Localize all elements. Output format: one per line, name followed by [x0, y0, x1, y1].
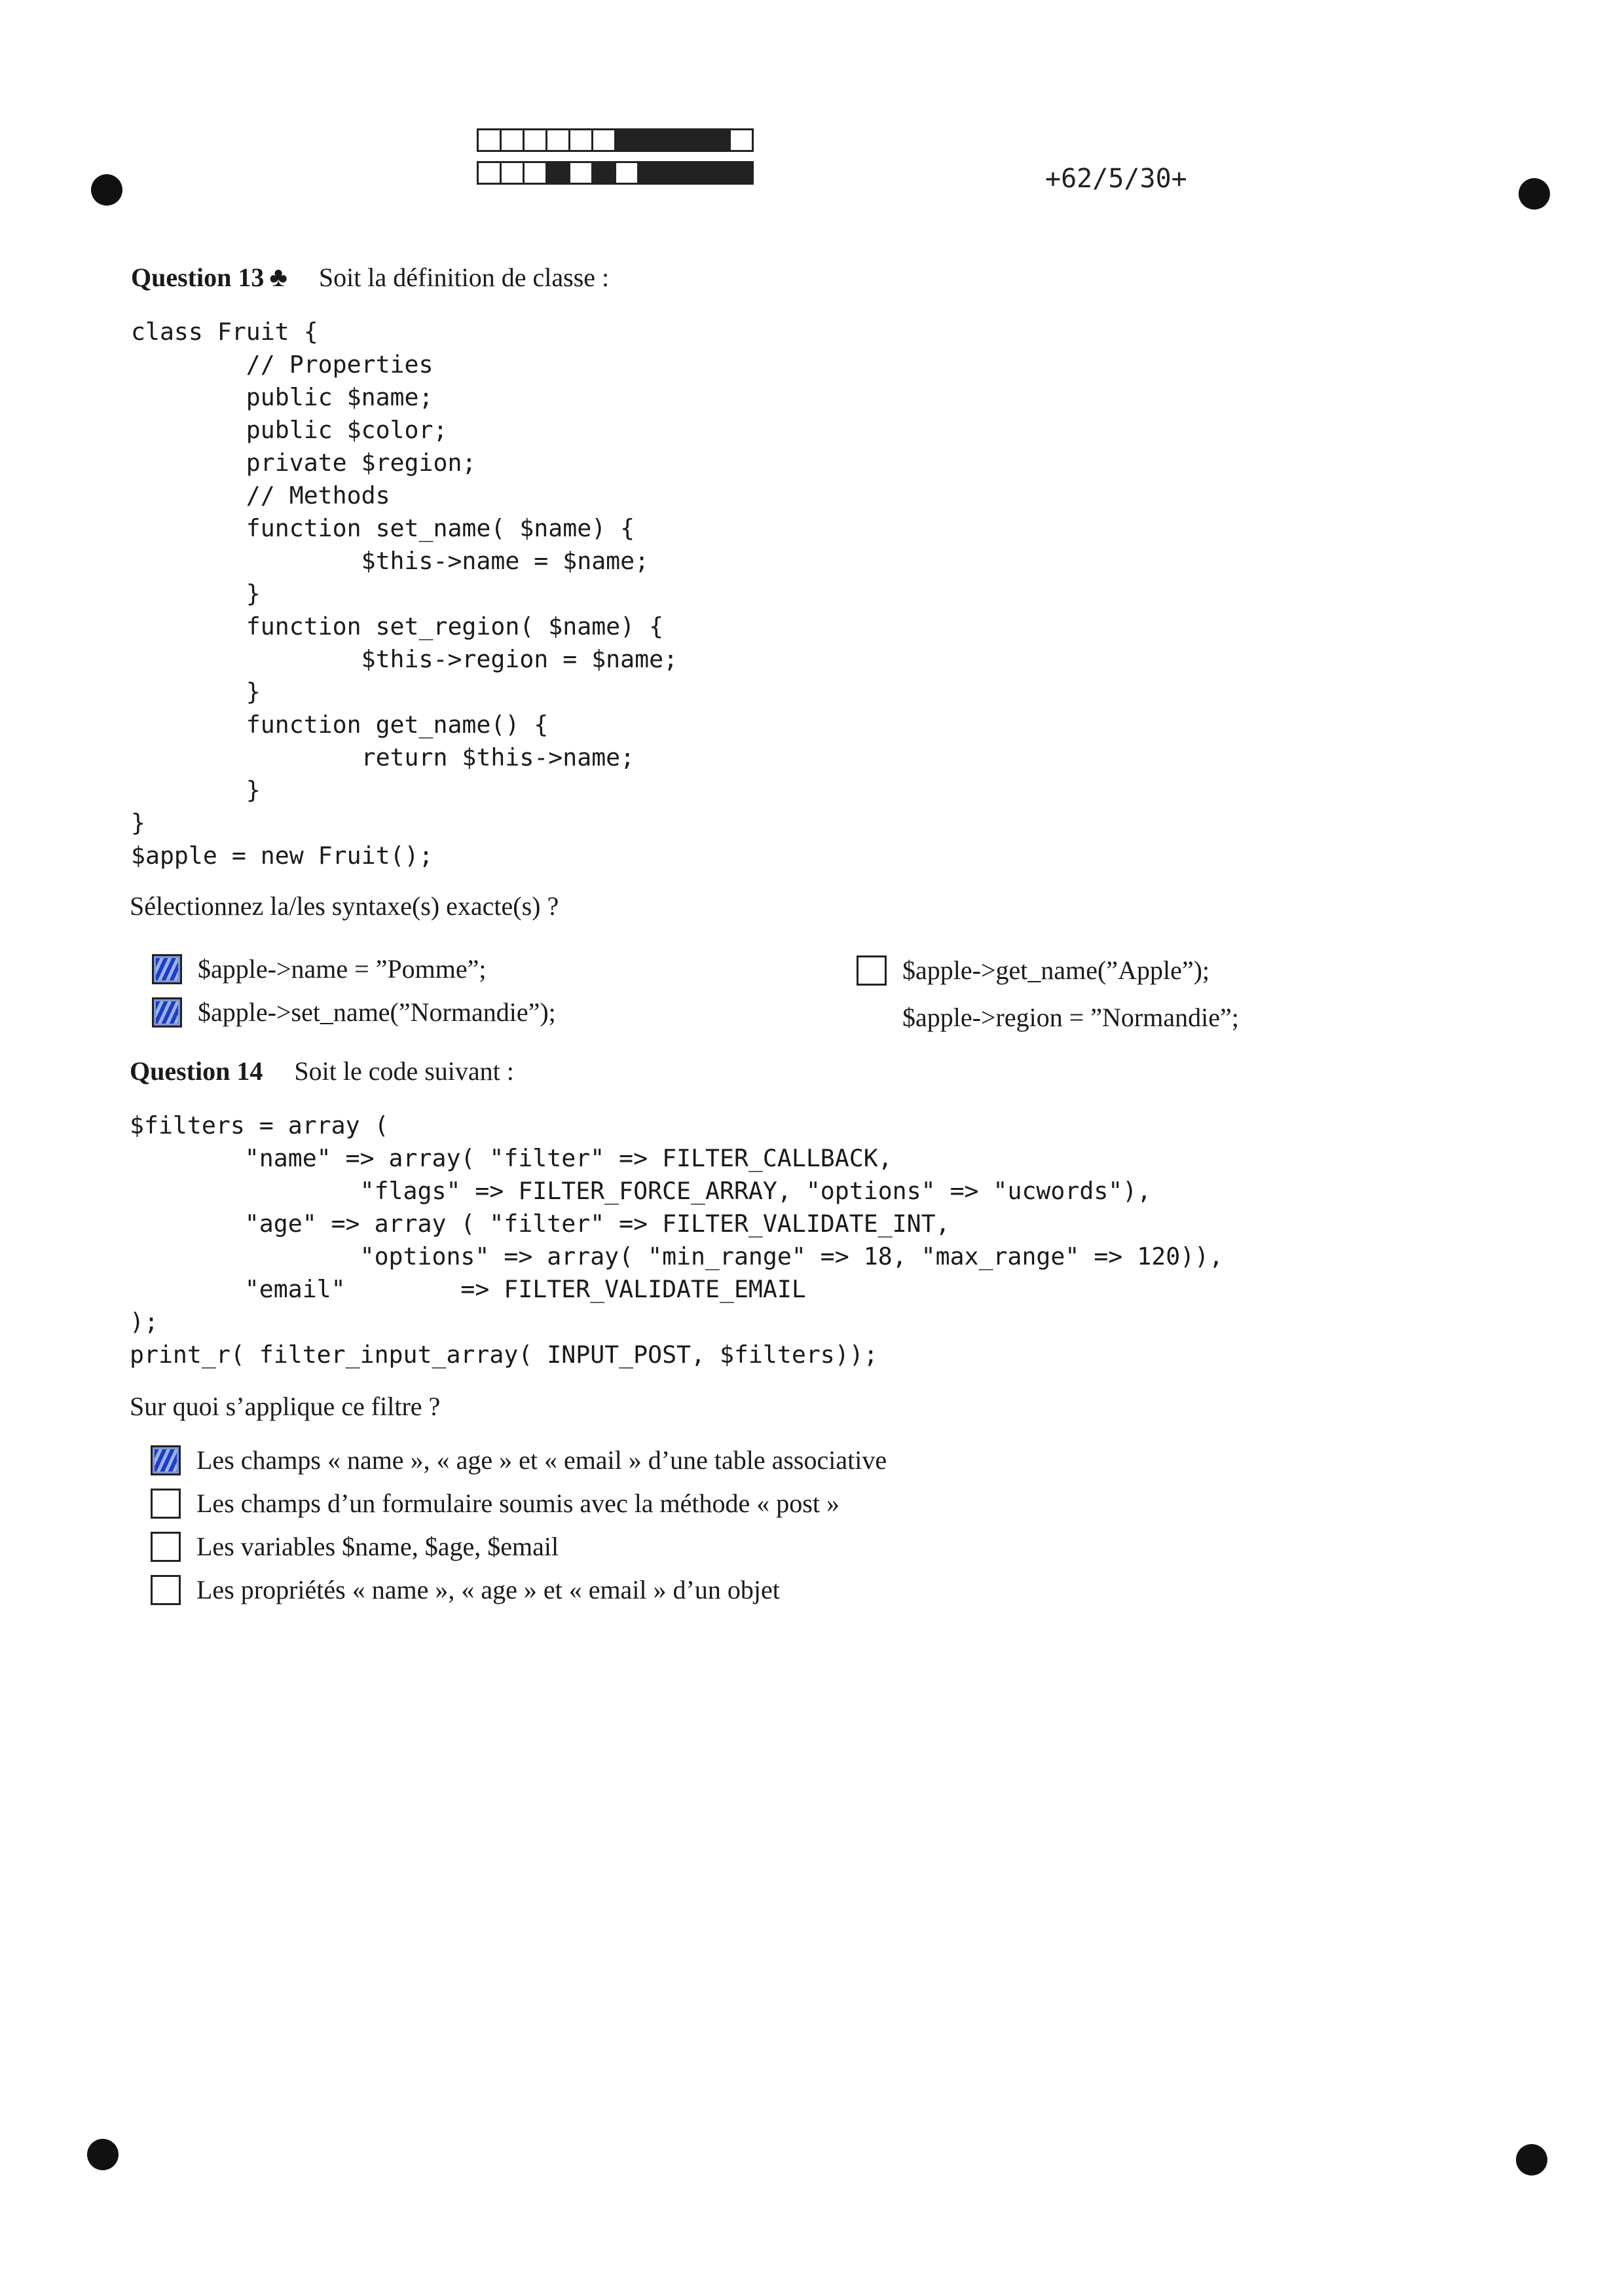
question-13-header	[131, 262, 609, 293]
q13-answer-4-text: $apple->region = ”Normandie”;	[902, 1003, 1239, 1032]
question-14-label: Question 14	[130, 1056, 263, 1086]
q13-answer-2-checkbox[interactable]	[152, 997, 182, 1028]
q14-answer-2-checkbox[interactable]	[151, 1489, 181, 1519]
registration-mark-top-right	[1519, 178, 1550, 210]
q14-answer-1[interactable]	[151, 1445, 887, 1475]
q13-answer-3-text: $apple->get_name(”Apple”);	[902, 955, 1210, 985]
page-id: +62/5/30+	[1045, 164, 1187, 194]
barcode-cell	[637, 128, 662, 152]
question-13-prompt: Soit la définition de classe :	[318, 263, 610, 292]
registration-mark-top-left	[91, 174, 122, 206]
q14-answer-4-checkbox[interactable]	[151, 1575, 181, 1605]
registration-mark-bottom-right	[1516, 2144, 1547, 2176]
barcode-cell	[729, 161, 754, 185]
q14-answer-3[interactable]	[151, 1531, 559, 1562]
barcode-cell	[545, 161, 570, 185]
q13-answer-1-checkbox[interactable]	[152, 954, 182, 984]
question-13-code: class Fruit { // Properties public $name; public $color; private $region; // Methods function set_name( $name) { $this->name = $name; } function set_region( $name) { $this->region = $name; } function get_name() { return $this->name; } } $apple = new Fruit();	[131, 318, 678, 870]
q14-answer-3-text: Les variables $name, $age, $email	[196, 1532, 559, 1561]
barcode-cell	[660, 161, 685, 185]
q13-answer-1-text: $apple->name = ”Pomme”;	[198, 954, 487, 984]
q14-answer-3-checkbox[interactable]	[151, 1532, 181, 1562]
question-13-question: Sélectionnez la/les syntaxe(s) exacte(s) ?	[130, 891, 559, 921]
barcode-cell	[591, 161, 616, 185]
q14-answer-1-checkbox[interactable]	[151, 1445, 181, 1475]
barcode-cell	[523, 128, 547, 152]
barcode-cell	[477, 161, 502, 185]
barcode-cell	[614, 161, 639, 185]
question-14-prompt: Soit le code suivant :	[294, 1056, 514, 1086]
barcode-cell	[477, 128, 502, 152]
barcode-cell	[568, 161, 593, 185]
q13-answer-1[interactable]	[152, 954, 487, 984]
q13-answer-3[interactable]	[857, 955, 1209, 986]
barcode-row-2	[477, 161, 752, 185]
q13-answer-2-text: $apple->set_name(”Normandie”);	[198, 997, 556, 1027]
barcode-cell	[500, 128, 525, 152]
question-14-question: Sur quoi s’applique ce filtre ?	[130, 1392, 441, 1421]
q14-answer-2-text: Les champs d’un formulaire soumis avec la méthode « post »	[196, 1489, 840, 1518]
barcode-cell	[591, 128, 616, 152]
barcode-cell	[683, 128, 708, 152]
barcode-cell	[500, 161, 525, 185]
barcode-cell	[729, 128, 754, 152]
q13-answer-2[interactable]	[152, 997, 556, 1028]
q13-answer-3-checkbox[interactable]	[857, 955, 887, 986]
club-icon: ♣	[269, 263, 287, 293]
barcode-cell	[568, 128, 593, 152]
barcode-cell	[637, 161, 662, 185]
barcode-cell	[660, 128, 685, 152]
barcode-cell	[683, 161, 708, 185]
barcode-cell	[545, 128, 570, 152]
question-14-code: $filters = array ( "name" => array( "filter" => FILTER_CALLBACK, "flags" => FILTER_FORCE_ARRAY, "options" => "ucwords"), "age" => array ( "filter" => FILTER_VALIDATE_INT, "options" => array( "min_range" => 18, "max_range" => 120)), "email" => FILTER_VALIDATE_EMAIL ); print_r( filter_input_array( INPUT_POST, $filters));	[130, 1111, 1224, 1369]
question-14-header	[130, 1056, 514, 1086]
q14-answer-4[interactable]	[151, 1574, 780, 1605]
question-13-label: Question 13 ♣	[131, 263, 287, 293]
barcode-row-1	[477, 128, 752, 152]
registration-mark-bottom-left	[87, 2139, 119, 2170]
barcode-cell	[706, 161, 731, 185]
q14-answer-2[interactable]	[151, 1488, 840, 1519]
q14-answer-4-text: Les propriétés « name », « age » et « email » d’un objet	[196, 1575, 780, 1604]
barcode-cell	[706, 128, 731, 152]
barcode-cell	[614, 128, 639, 152]
q14-answer-1-text: Les champs « name », « age » et « email » d’une table associative	[196, 1445, 887, 1475]
barcode-cell	[523, 161, 547, 185]
